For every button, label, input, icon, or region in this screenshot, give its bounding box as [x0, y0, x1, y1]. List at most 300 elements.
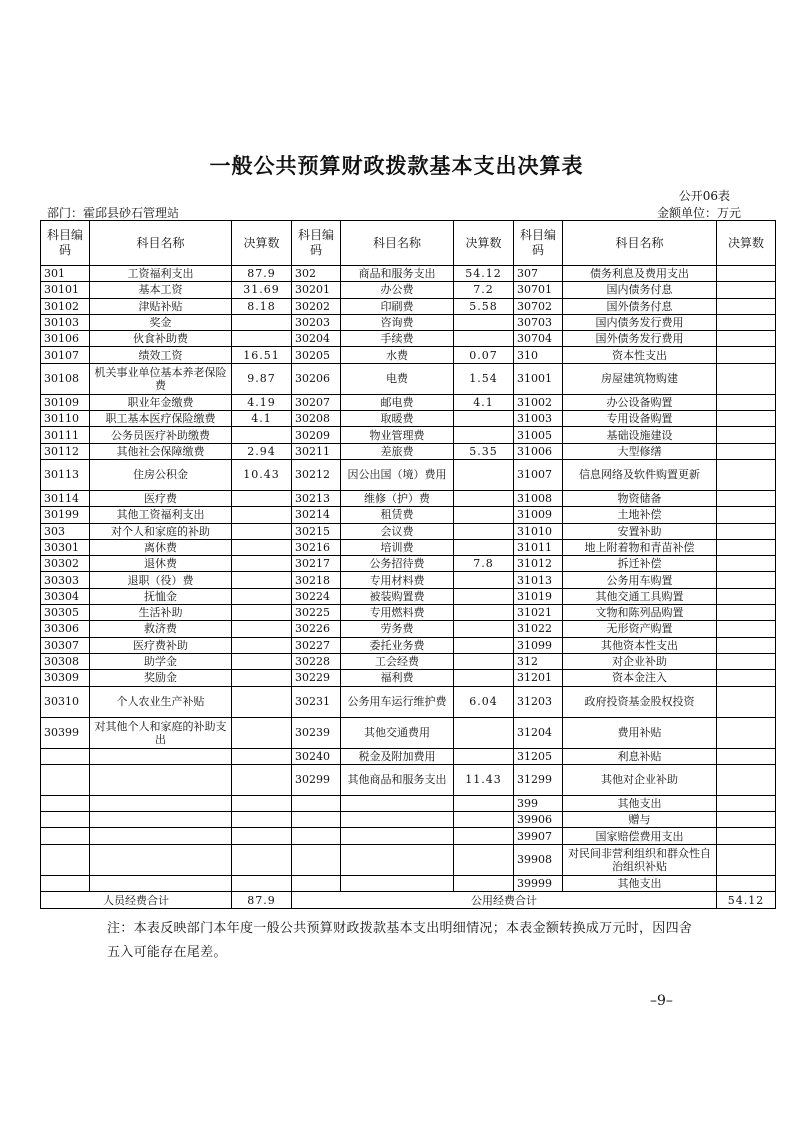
amount-cell [454, 875, 514, 891]
amount-cell [232, 588, 292, 604]
subject-name-cell [341, 828, 454, 844]
subject-name-cell: 生活补助 [90, 605, 232, 621]
subject-name-cell: 培训费 [341, 539, 454, 555]
subject-name-cell: 利息补贴 [563, 748, 717, 764]
subject-code-cell: 30215 [292, 523, 341, 539]
amount-cell [717, 653, 776, 669]
subject-name-cell: 电费 [341, 363, 454, 394]
subject-name-cell: 国内债务发行费用 [563, 314, 717, 330]
subject-code-cell: 39907 [514, 828, 563, 844]
subject-code-cell: 399 [514, 795, 563, 811]
subject-code-cell: 30217 [292, 556, 341, 572]
subject-code-cell: 30199 [41, 507, 90, 523]
subject-code-cell: 31022 [514, 621, 563, 637]
subject-name-cell: 离休费 [90, 539, 232, 555]
subject-code-cell: 30305 [41, 605, 90, 621]
subject-name-cell: 绩效工资 [90, 347, 232, 363]
subject-code-cell: 30203 [292, 314, 341, 330]
subject-code-cell: 30110 [41, 411, 90, 427]
subject-name-cell: 无形资产购置 [563, 621, 717, 637]
subject-name-cell: 邮电费 [341, 394, 454, 410]
subject-name-cell: 职工基本医疗保险缴费 [90, 411, 232, 427]
subject-name-cell: 助学金 [90, 653, 232, 669]
amount-cell [232, 686, 292, 717]
amount-cell [454, 828, 514, 844]
amount-cell [717, 507, 776, 523]
budget-expenditure-table [40, 220, 776, 909]
subject-name-cell: 对民间非营利组织和群众性自治组织补贴 [563, 844, 717, 875]
amount-cell [232, 748, 292, 764]
subject-code-cell: 30239 [292, 717, 341, 748]
subject-name-cell: 其他资本性支出 [563, 637, 717, 653]
subject-code-cell: 30310 [41, 686, 90, 717]
subject-name-cell: 公务招待费 [341, 556, 454, 572]
subject-name-cell: 其他社会保障缴费 [90, 443, 232, 459]
subject-name-cell: 维修（护）费 [341, 490, 454, 506]
subject-code-cell: 31205 [514, 748, 563, 764]
subject-code-cell: 31012 [514, 556, 563, 572]
subject-name-cell: 被装购置费 [341, 588, 454, 604]
subject-code-cell: 30301 [41, 539, 90, 555]
table-body [41, 266, 776, 892]
amount-cell [717, 394, 776, 410]
amount-cell [232, 828, 292, 844]
amount-cell [232, 331, 292, 347]
subject-code-cell: 31002 [514, 394, 563, 410]
subject-code-cell: 312 [514, 653, 563, 669]
subject-name-cell: 其他工资福利支出 [90, 507, 232, 523]
amount-cell [454, 588, 514, 604]
amount-cell: 1.54 [454, 363, 514, 394]
amount-cell [717, 347, 776, 363]
amount-cell [717, 875, 776, 891]
page-title: 一般公共预算财政拨款基本支出决算表 [209, 154, 584, 178]
subject-code-cell: 30309 [41, 670, 90, 686]
column-header-code: 科目编码 [514, 221, 563, 266]
subject-code-cell: 302 [292, 266, 341, 282]
page-number: –9– [650, 993, 673, 1009]
table-row [41, 621, 776, 637]
amount-cell [717, 795, 776, 811]
subject-code-cell: 30703 [514, 314, 563, 330]
table-row [41, 266, 776, 282]
subject-code-cell: 30216 [292, 539, 341, 555]
subject-code-cell: 39906 [514, 812, 563, 828]
subject-code-cell: 30218 [292, 572, 341, 588]
subject-code-cell: 30102 [41, 298, 90, 314]
subject-code-cell: 31009 [514, 507, 563, 523]
amount-cell [454, 717, 514, 748]
subject-code-cell: 31204 [514, 717, 563, 748]
table-row [41, 717, 776, 748]
amount-cell [717, 686, 776, 717]
amount-cell [232, 605, 292, 621]
amount-cell [717, 828, 776, 844]
subject-name-cell: 公务员医疗补助缴费 [90, 427, 232, 443]
subject-code-cell: 30109 [41, 394, 90, 410]
subject-name-cell [90, 795, 232, 811]
amount-cell [717, 282, 776, 298]
amount-cell [717, 363, 776, 394]
amount-cell: 6.04 [454, 686, 514, 717]
amount-cell [717, 443, 776, 459]
subject-name-cell: 土地补偿 [563, 507, 717, 523]
subject-name-cell: 文物和陈列品购置 [563, 605, 717, 621]
subject-name-cell: 物业管理费 [341, 427, 454, 443]
subject-code-cell: 30202 [292, 298, 341, 314]
amount-cell: 10.43 [232, 459, 292, 490]
subject-name-cell: 专用燃料费 [341, 605, 454, 621]
amount-cell [717, 812, 776, 828]
amount-cell [717, 331, 776, 347]
subject-name-cell: 津贴补贴 [90, 298, 232, 314]
subject-name-cell: 政府投资基金股权投资 [563, 686, 717, 717]
subject-name-cell: 其他商品和服务支出 [341, 764, 454, 795]
amount-cell [717, 764, 776, 795]
subject-name-cell: 个人农业生产补贴 [90, 686, 232, 717]
subject-code-cell: 301 [41, 266, 90, 282]
subject-name-cell: 基础设施建设 [563, 427, 717, 443]
subject-code-cell: 30304 [41, 588, 90, 604]
subject-code-cell: 310 [514, 347, 563, 363]
subject-code-cell: 30225 [292, 605, 341, 621]
column-header-name: 科目名称 [341, 221, 454, 266]
amount-cell [232, 490, 292, 506]
subject-code-cell: 31099 [514, 637, 563, 653]
subject-name-cell: 办公设备购置 [563, 394, 717, 410]
table-row [41, 331, 776, 347]
amount-cell: 7.8 [454, 556, 514, 572]
subject-code-cell: 31006 [514, 443, 563, 459]
amount-cell [454, 748, 514, 764]
subject-code-cell: 39908 [514, 844, 563, 875]
table-number: 公开06表 [678, 189, 730, 203]
subject-code-cell: 307 [514, 266, 563, 282]
table-row [41, 490, 776, 506]
subject-code-cell: 31203 [514, 686, 563, 717]
table-row [41, 828, 776, 844]
subject-code-cell [292, 812, 341, 828]
table-row [41, 686, 776, 717]
subject-name-cell [341, 795, 454, 811]
subject-code-cell: 30399 [41, 717, 90, 748]
subject-name-cell: 租赁费 [341, 507, 454, 523]
table-row [41, 363, 776, 394]
subject-code-cell: 31008 [514, 490, 563, 506]
amount-cell: 4.19 [232, 394, 292, 410]
subject-name-cell: 其他交通费用 [341, 717, 454, 748]
amount-cell [717, 411, 776, 427]
subject-code-cell: 30206 [292, 363, 341, 394]
personnel-total-label: 人员经费合计 [41, 892, 232, 909]
subject-name-cell: 退休费 [90, 556, 232, 572]
subject-code-cell: 31001 [514, 363, 563, 394]
amount-cell [717, 637, 776, 653]
subject-code-cell: 31299 [514, 764, 563, 795]
amount-cell [717, 490, 776, 506]
subject-name-cell: 安置补助 [563, 523, 717, 539]
subject-name-cell [90, 812, 232, 828]
subject-name-cell: 信息网络及软件购置更新 [563, 459, 717, 490]
subject-code-cell [292, 795, 341, 811]
column-header-name: 科目名称 [90, 221, 232, 266]
amount-cell [454, 314, 514, 330]
amount-cell [232, 572, 292, 588]
amount-cell [232, 717, 292, 748]
subject-name-cell: 其他交通工具购置 [563, 588, 717, 604]
subject-name-cell [90, 844, 232, 875]
amount-cell: 54.12 [454, 266, 514, 282]
subject-code-cell: 30111 [41, 427, 90, 443]
department-label: 部门：霍邱县砂石管理站 [47, 206, 180, 220]
subject-code-cell: 30114 [41, 490, 90, 506]
subject-name-cell: 国外债务付息 [563, 298, 717, 314]
amount-cell [717, 621, 776, 637]
amount-cell [232, 427, 292, 443]
totals-row [41, 892, 776, 909]
amount-cell [454, 653, 514, 669]
amount-cell [717, 717, 776, 748]
amount-cell [454, 459, 514, 490]
subject-code-cell: 31019 [514, 588, 563, 604]
amount-cell [232, 812, 292, 828]
subject-code-cell: 30307 [41, 637, 90, 653]
subject-name-cell: 机关事业单位基本养老保险费 [90, 363, 232, 394]
amount-cell [454, 812, 514, 828]
column-header-name: 科目名称 [563, 221, 717, 266]
amount-cell [717, 844, 776, 875]
amount-cell [717, 588, 776, 604]
amount-cell [717, 605, 776, 621]
table-row [41, 812, 776, 828]
amount-cell [454, 507, 514, 523]
subject-code-cell: 30228 [292, 653, 341, 669]
amount-cell: 4.1 [454, 394, 514, 410]
amount-cell [717, 314, 776, 330]
subject-code-cell: 30231 [292, 686, 341, 717]
amount-cell [232, 556, 292, 572]
subject-code-cell: 30212 [292, 459, 341, 490]
subject-code-cell: 30208 [292, 411, 341, 427]
subject-name-cell: 税金及附加费用 [341, 748, 454, 764]
amount-cell: 7.2 [454, 282, 514, 298]
subject-code-cell: 30214 [292, 507, 341, 523]
amount-cell [232, 764, 292, 795]
subject-code-cell: 30704 [514, 331, 563, 347]
subject-name-cell: 差旅费 [341, 443, 454, 459]
subject-code-cell: 303 [41, 523, 90, 539]
subject-name-cell: 伙食补助费 [90, 331, 232, 347]
public-total-label: 公用经费合计 [292, 892, 717, 909]
table-row [41, 298, 776, 314]
table-row [41, 588, 776, 604]
amount-unit-label: 金额单位：万元 [656, 206, 741, 220]
subject-code-cell: 30229 [292, 670, 341, 686]
subject-code-cell: 31201 [514, 670, 563, 686]
subject-name-cell: 福利费 [341, 670, 454, 686]
footnote: 注：本表反映部门本年度一般公共预算财政拨款基本支出明细情况；本表金额转换成万元时，因四舍五入可能存在尾差。 [107, 921, 693, 960]
table-row [41, 653, 776, 669]
subject-name-cell: 手续费 [341, 331, 454, 347]
subject-name-cell: 奖励金 [90, 670, 232, 686]
subject-name-cell: 专用设备购置 [563, 411, 717, 427]
subject-name-cell: 咨询费 [341, 314, 454, 330]
subject-name-cell: 赠与 [563, 812, 717, 828]
subject-code-cell [41, 828, 90, 844]
subject-code-cell: 30303 [41, 572, 90, 588]
subject-name-cell: 其他对企业补助 [563, 764, 717, 795]
subject-name-cell: 会议费 [341, 523, 454, 539]
column-header-code: 科目编码 [292, 221, 341, 266]
subject-name-cell: 因公出国（境）费用 [341, 459, 454, 490]
amount-cell [454, 621, 514, 637]
subject-code-cell: 30701 [514, 282, 563, 298]
amount-cell: 2.94 [232, 443, 292, 459]
subject-name-cell: 专用材料费 [341, 572, 454, 588]
subject-code-cell [292, 844, 341, 875]
subject-code-cell: 30299 [292, 764, 341, 795]
subject-code-cell [41, 875, 90, 891]
amount-cell: 0.07 [454, 347, 514, 363]
amount-cell [717, 459, 776, 490]
subject-code-cell: 30106 [41, 331, 90, 347]
amount-cell [454, 523, 514, 539]
amount-cell [454, 795, 514, 811]
table-row [41, 523, 776, 539]
subject-code-cell: 30108 [41, 363, 90, 394]
subject-code-cell: 30224 [292, 588, 341, 604]
subject-name-cell: 抚恤金 [90, 588, 232, 604]
table-row [41, 347, 776, 363]
subject-name-cell: 资本性支出 [563, 347, 717, 363]
amount-cell: 31.69 [232, 282, 292, 298]
subject-name-cell: 债务利息及费用支出 [563, 266, 717, 282]
table-row [41, 844, 776, 875]
amount-cell [232, 875, 292, 891]
subject-code-cell: 30113 [41, 459, 90, 490]
subject-code-cell: 31005 [514, 427, 563, 443]
table-row [41, 507, 776, 523]
table-row [41, 764, 776, 795]
amount-cell: 11.43 [454, 764, 514, 795]
column-header-amount: 决算数 [454, 221, 514, 266]
table-row [41, 314, 776, 330]
subject-code-cell: 30702 [514, 298, 563, 314]
amount-cell [454, 572, 514, 588]
subject-code-cell: 31010 [514, 523, 563, 539]
subject-name-cell [90, 748, 232, 764]
subject-name-cell: 工会经费 [341, 653, 454, 669]
subject-code-cell: 30201 [292, 282, 341, 298]
amount-cell [232, 314, 292, 330]
amount-cell: 16.51 [232, 347, 292, 363]
subject-name-cell: 住房公积金 [90, 459, 232, 490]
subject-code-cell: 31007 [514, 459, 563, 490]
table-row [41, 411, 776, 427]
amount-cell: 5.35 [454, 443, 514, 459]
amount-cell: 9.87 [232, 363, 292, 394]
amount-cell [454, 844, 514, 875]
subject-name-cell: 对个人和家庭的补助 [90, 523, 232, 539]
amount-cell [232, 670, 292, 686]
table-row [41, 670, 776, 686]
table-row [41, 605, 776, 621]
subject-name-cell: 取暖费 [341, 411, 454, 427]
subject-name-cell [90, 875, 232, 891]
public-total-value: 54.12 [717, 892, 776, 909]
subject-name-cell: 公务用车运行维护费 [341, 686, 454, 717]
table-row [41, 795, 776, 811]
subject-name-cell: 国外债务发行费用 [563, 331, 717, 347]
subject-name-cell: 国内债务付息 [563, 282, 717, 298]
subject-name-cell [341, 812, 454, 828]
subject-name-cell: 医疗费 [90, 490, 232, 506]
table-row [41, 539, 776, 555]
column-header-amount: 决算数 [717, 221, 776, 266]
amount-cell [717, 298, 776, 314]
subject-code-cell: 30211 [292, 443, 341, 459]
table-header-row [41, 221, 776, 266]
subject-name-cell: 水费 [341, 347, 454, 363]
amount-cell [232, 523, 292, 539]
subject-name-cell: 劳务费 [341, 621, 454, 637]
subject-name-cell: 对企业补助 [563, 653, 717, 669]
subject-code-cell [41, 795, 90, 811]
subject-name-cell: 工资福利支出 [90, 266, 232, 282]
subject-name-cell [90, 828, 232, 844]
subject-code-cell: 30205 [292, 347, 341, 363]
amount-cell [232, 539, 292, 555]
subject-code-cell [292, 875, 341, 891]
table-row [41, 556, 776, 572]
amount-cell [232, 653, 292, 669]
amount-cell [717, 556, 776, 572]
subject-code-cell [41, 844, 90, 875]
subject-code-cell: 30204 [292, 331, 341, 347]
subject-name-cell: 对其他个人和家庭的补助支出 [90, 717, 232, 748]
table-row [41, 459, 776, 490]
subject-name-cell: 费用补贴 [563, 717, 717, 748]
subject-code-cell: 30213 [292, 490, 341, 506]
table-row [41, 394, 776, 410]
subject-name-cell: 救济费 [90, 621, 232, 637]
table-row [41, 443, 776, 459]
subject-code-cell: 30209 [292, 427, 341, 443]
amount-cell [454, 605, 514, 621]
subject-name-cell: 职业年金缴费 [90, 394, 232, 410]
subject-code-cell: 31013 [514, 572, 563, 588]
subject-name-cell: 房屋建筑物购建 [563, 363, 717, 394]
subject-name-cell: 奖金 [90, 314, 232, 330]
subject-name-cell: 国家赔偿费用支出 [563, 828, 717, 844]
subject-code-cell: 30101 [41, 282, 90, 298]
amount-cell [454, 411, 514, 427]
subject-name-cell: 基本工资 [90, 282, 232, 298]
subject-name-cell: 地上附着物和青苗补偿 [563, 539, 717, 555]
amount-cell [717, 523, 776, 539]
amount-cell: 8.18 [232, 298, 292, 314]
subject-code-cell [292, 828, 341, 844]
subject-code-cell: 30207 [292, 394, 341, 410]
subject-name-cell: 大型修缮 [563, 443, 717, 459]
subject-code-cell: 30107 [41, 347, 90, 363]
subject-name-cell [341, 875, 454, 891]
amount-cell [454, 539, 514, 555]
subject-code-cell [41, 812, 90, 828]
amount-cell [232, 637, 292, 653]
table-row [41, 427, 776, 443]
subject-code-cell: 31021 [514, 605, 563, 621]
